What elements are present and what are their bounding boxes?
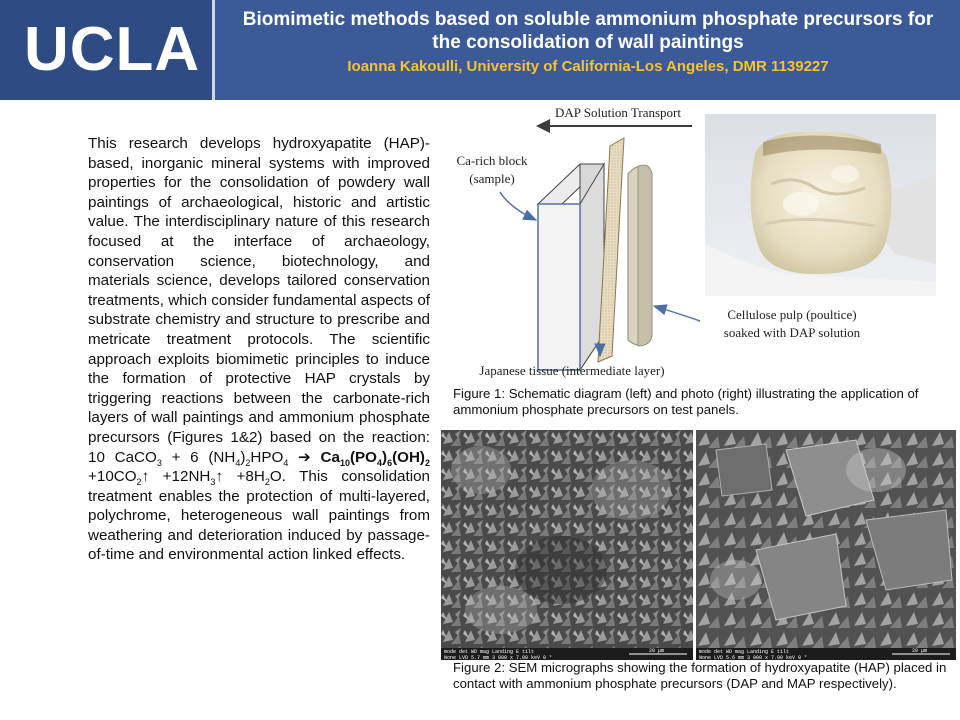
author-line: Ioanna Kakoulli, University of California-Los Angeles, DMR 1139227 [347,58,829,75]
reaction-text: + 6 (NH [161,448,236,466]
header-bar [0,0,960,100]
subscript: 2 [136,477,142,488]
sem-dap-header: mode det WD mag Landing E tilt [444,649,535,655]
body-outro: O. This consolidation treatment enables the protection of multi-layered, polychrome, heterogeneous wall paintings from weathering and deterioration induced by passage-of-time and environmental action linked effects. [88,468,430,564]
subscript: 3 [210,477,216,488]
reaction-text: +10CO [88,468,137,486]
sem-map-header: mode det WD mag Landing E tilt [699,649,790,655]
reaction-text: Ca [320,448,340,466]
reaction-text: ↑ +12NH [141,468,211,486]
page-title: Biomimetic methods based on soluble ammonium phosphate precursors for the consolidation of wall paintings [242,9,934,53]
sem-map-scale: 20 μm [912,648,928,654]
sem-map-values: None LVD 5.6 mm 3 000 x 7.00 keV 0 ° [699,655,808,660]
sem-micrograph-dap [441,430,693,660]
body-intro: This research develops hydroxyapatite (HAP)-based, inorganic mineral systems with improved properties for the consolidation of powdery wall paintings of archaeological, historic and artistic value. The interdisciplinary nature of this research focused at the interface of archaeology, conservation science, biotechnology, and materials science, develops tailored conservation treatments, which consider fundamental aspects of substrate chemistry and structure to prescribe and metricate treatment protocols. The scientific approach exploits biomimetic principles to induce the formation of protective HAP crystals by triggering reactions between the carbonate-rich layers of wall paintings and ammonium phosphate precursors (Figures 1&2) based on the reaction: 10 CaCO [88,135,430,466]
logo-box [0,0,215,100]
reaction-text: ) [382,448,388,466]
reaction-text: HPO [250,448,284,466]
sem-dap-scale: 20 μm [649,648,665,654]
subscript: 10 [339,457,350,468]
sem-map-svg [696,430,956,660]
ca-rich-block [538,164,604,370]
reaction-text: (OH) [392,448,425,466]
subscript: 2 [245,457,251,468]
sem-dap-svg [441,430,693,660]
subscript: 2 [425,457,431,468]
product-formula [321,449,430,466]
label-ca-block: Ca-rich block (sample) [456,153,528,186]
subscript: 4 [377,457,383,468]
subscript: 4 [283,457,289,468]
label-cellulose-pulp: Cellulose pulp (poultice) soaked with DAP solution [723,307,861,340]
figure1-caption: Figure 1: Schematic diagram (left) and photo (right) illustrating the application of ammonium phosphate precursors on test panels. [453,386,919,417]
reaction-text: ) [240,448,246,466]
schematic-svg [440,100,700,380]
subscript: 4 [235,457,241,468]
pulp-pointer-arrow [654,306,700,336]
body-paragraph [88,134,430,565]
reaction-text: ↑ +8H [215,468,265,486]
cellulose-pulp [628,165,652,346]
subscript: 2 [264,477,270,488]
subscript: 3 [156,457,162,468]
subscript: 6 [387,457,393,468]
label-japanese-tissue: Japanese tissue (intermediate layer) [479,363,665,378]
block-pointer-arrow [500,192,536,220]
label-dap-transport: DAP Solution Transport [555,105,681,120]
sample-photo [705,114,936,296]
figure2-caption: Figure 2: SEM micrographs showing the formation of hydroxyapatite (HAP) placed in contact with ammonium phosphate precursors (DAP and MAP respectively). [453,660,947,691]
schematic-diagram [440,100,700,380]
ucla-logo: UCLA [24,15,201,84]
reaction-arrow: ➔ [288,448,321,466]
reaction-text: (PO [349,448,377,466]
sample-photo-svg [705,114,936,296]
sem-dap-values: None LVD 5.7 mm 3 000 x 7.00 keV 0 ° [444,655,553,660]
sem-micrograph-map [696,430,956,660]
